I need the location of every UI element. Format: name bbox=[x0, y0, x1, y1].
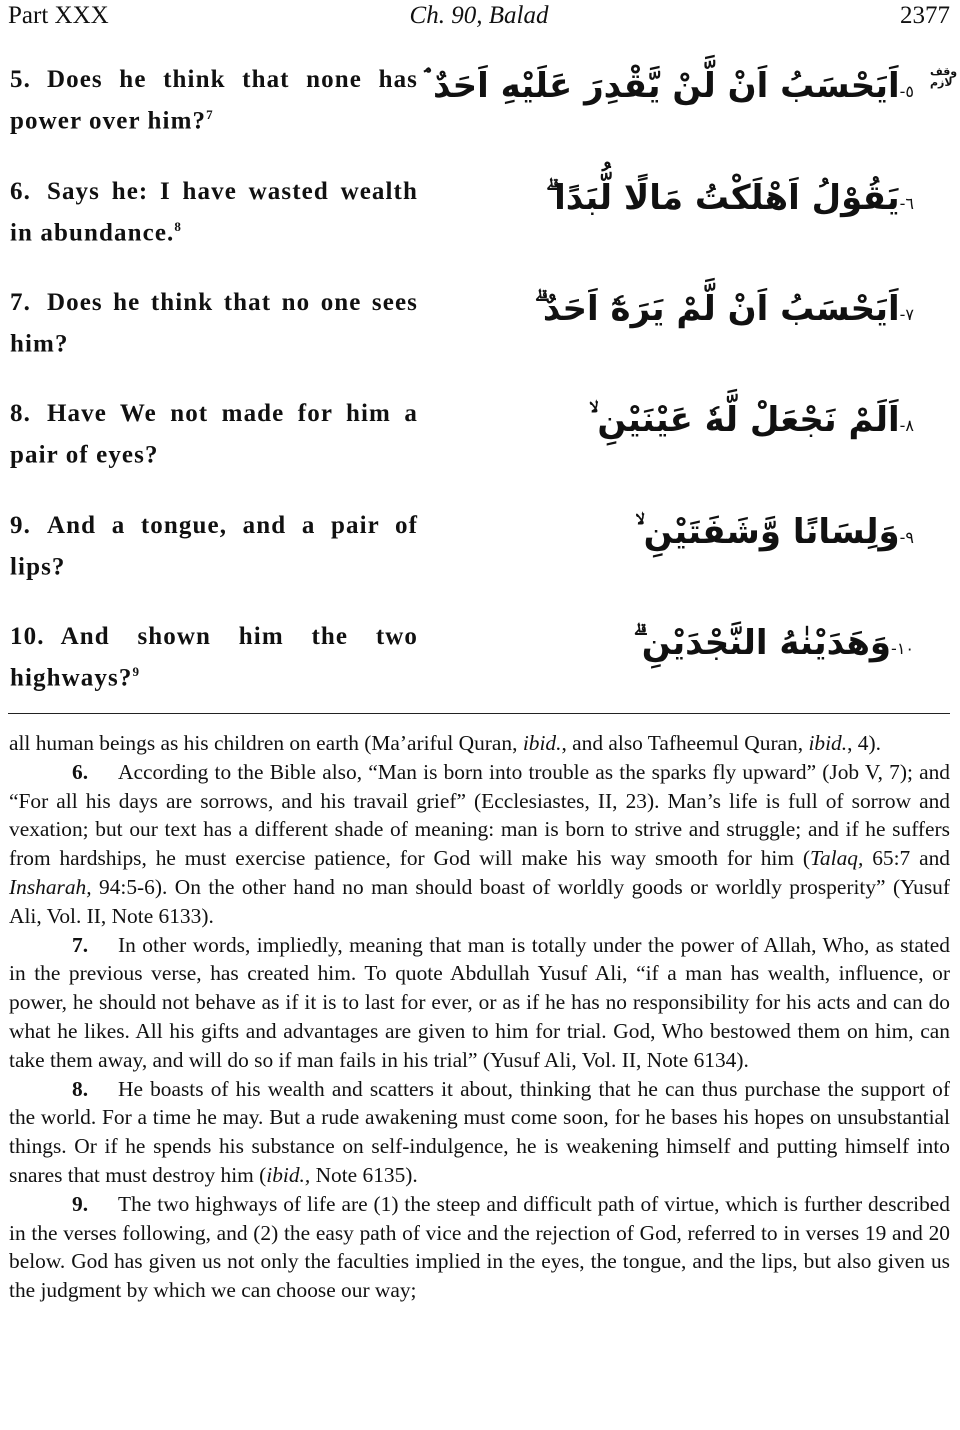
verse-text: And a tongue, and a pair of lips? bbox=[10, 512, 418, 581]
verse-9 bbox=[10, 508, 950, 588]
note-continuation: all human beings as his children on earth (Ma’ariful Quran, ibid., and also Tafheemul Quran, ibid., 4). bbox=[9, 731, 881, 755]
arabic-verse bbox=[534, 289, 914, 329]
arabic-text: يَقُوْلُ اَهْلَكْتُ مَالًا لُّبَدًا ۗ bbox=[545, 178, 900, 218]
arabic-verse-number: ٩- bbox=[899, 528, 914, 547]
arabic-verse bbox=[589, 400, 914, 440]
verse-text: Says he: I have wasted wealth in abundance. bbox=[10, 178, 418, 247]
part-label: Part XXX bbox=[8, 2, 109, 29]
footnote-ref: 9 bbox=[132, 664, 139, 679]
arabic-verse bbox=[635, 512, 914, 552]
arabic-verse bbox=[546, 178, 914, 218]
verse-translation bbox=[10, 396, 418, 472]
verse-number: 9. bbox=[10, 512, 31, 539]
footnotes bbox=[9, 729, 950, 1305]
note-number: 8. bbox=[72, 1076, 89, 1101]
arabic-text: اَلَمْ نَجْعَلْ لَّهٗ عَيْنَيْنِ ۙ bbox=[588, 400, 900, 440]
verse-number: 5. bbox=[10, 66, 31, 93]
verse-translation bbox=[10, 62, 418, 138]
arabic-text: اَيَحْسَبُ اَنْ لَّنْ يَّقْدِرَ عَلَيْهِ اَحَدٌ ۘ bbox=[424, 66, 900, 106]
arabic-verse-number: ٦- bbox=[899, 194, 914, 213]
note-number: 9. bbox=[72, 1191, 89, 1216]
verse-8 bbox=[10, 396, 950, 476]
footnote-ref: 7 bbox=[206, 107, 213, 122]
verse-text: Have We not made for him a pair of eyes? bbox=[10, 400, 418, 469]
page-header bbox=[8, 2, 950, 36]
waqf-lazim-mark: وقف لازم bbox=[930, 65, 958, 89]
verse-10 bbox=[10, 619, 950, 699]
verse-translation bbox=[10, 619, 418, 695]
verse-number: 10. bbox=[10, 623, 45, 650]
arabic-verse-number: ١٠- bbox=[891, 639, 914, 658]
arabic-text: وَهَدَيْنٰهُ النَّجْدَيْنِ ۗ bbox=[633, 623, 892, 663]
note-7: 7. In other words, impliedly, meaning that man is totally under the power of Allah, Who, as stated in the previous verse, has created him. To quote Abdullah Yusuf Ali, “if a man has wealth, influence, or power, he should not behave as if it is to last for ever, or as if he has no responsibility for his acts and can do what he likes. All his gifts and advantages are given to him for trial. God, Who bestowed them on him, can take them away, and will do so if man fails in his trial” (Yusuf Ali, Vol. II, Note 6134). bbox=[9, 932, 950, 1072]
arabic-verse-number: ٥- bbox=[899, 82, 914, 101]
arabic-text: وَلِسَانًا وَّشَفَتَيْنِ ۙ bbox=[635, 512, 900, 552]
note-number: 6. bbox=[72, 759, 89, 784]
arabic-text: اَيَحْسَبُ اَنْ لَّمْ يَرَهٗٓ اَحَدٌ ۗ bbox=[534, 289, 900, 329]
page-number: 2377 bbox=[900, 2, 950, 29]
verse-text: Does he think that none has power over him? bbox=[10, 66, 418, 135]
verse-6 bbox=[10, 174, 950, 254]
note-9: 9. The two highways of life are (1) the steep and difficult path of virtue, which is further described in the verses following, and (2) the easy path of vice and the rejection of God, referred to in verses 19 and 20 below. God has given us not only the faculties implied in the eyes, the tongue, and the lips, but also given us the judgment by which we can choose our way; bbox=[9, 1191, 950, 1303]
arabic-verse-number: ٧- bbox=[899, 305, 914, 324]
verse-translation bbox=[10, 174, 418, 250]
verse-text: And shown him the two highways? bbox=[10, 623, 418, 692]
footnote-ref: 8 bbox=[174, 219, 181, 234]
verse-translation bbox=[10, 285, 418, 361]
verse-7 bbox=[10, 285, 950, 365]
note-number: 7. bbox=[72, 932, 89, 957]
arabic-verse-number: ٨- bbox=[899, 416, 914, 435]
verse-number: 8. bbox=[10, 400, 31, 427]
note-8: 8. He boasts of his wealth and scatters it about, thinking that he can thus purchase the support of the world. For a time he may. But a rude awakening must come soon, for he bases his hopes on unsubstantial things. Or if he spends his substance on self-indulgence, he is weakening himself and putting himself into snares that must destroy him (ibid., Note 6135). bbox=[9, 1076, 950, 1187]
verse-translation bbox=[10, 508, 418, 584]
verse-number: 7. bbox=[10, 289, 31, 316]
note-6: 6. According to the Bible also, “Man is born into trouble as the sparks fly upward” (Job V, 7); and “For all his days are sorrows, and his travail grief” (Ecclesiastes, II, 23). Man’s life is full of sorrow and vexation; but our text has a different shade of meaning: man is born to strive and struggle; and if he suffers from hardships, he must exercise patience, for God will make his way smooth for him (Talaq, 65:7 and Insharah, 94:5-6). On the other hand no man should boast of worldly goods or worldly prosperity” (Yusuf Ali, Vol. II, Note 6133). bbox=[9, 759, 951, 928]
arabic-verse bbox=[425, 66, 914, 106]
verse-text: Does he think that no one sees him? bbox=[10, 289, 418, 358]
chapter-title: Ch. 90, Balad bbox=[409, 2, 549, 29]
footnote-divider bbox=[8, 713, 950, 714]
verse-5 bbox=[10, 62, 958, 142]
arabic-verse bbox=[633, 623, 914, 663]
verse-number: 6. bbox=[10, 178, 31, 205]
